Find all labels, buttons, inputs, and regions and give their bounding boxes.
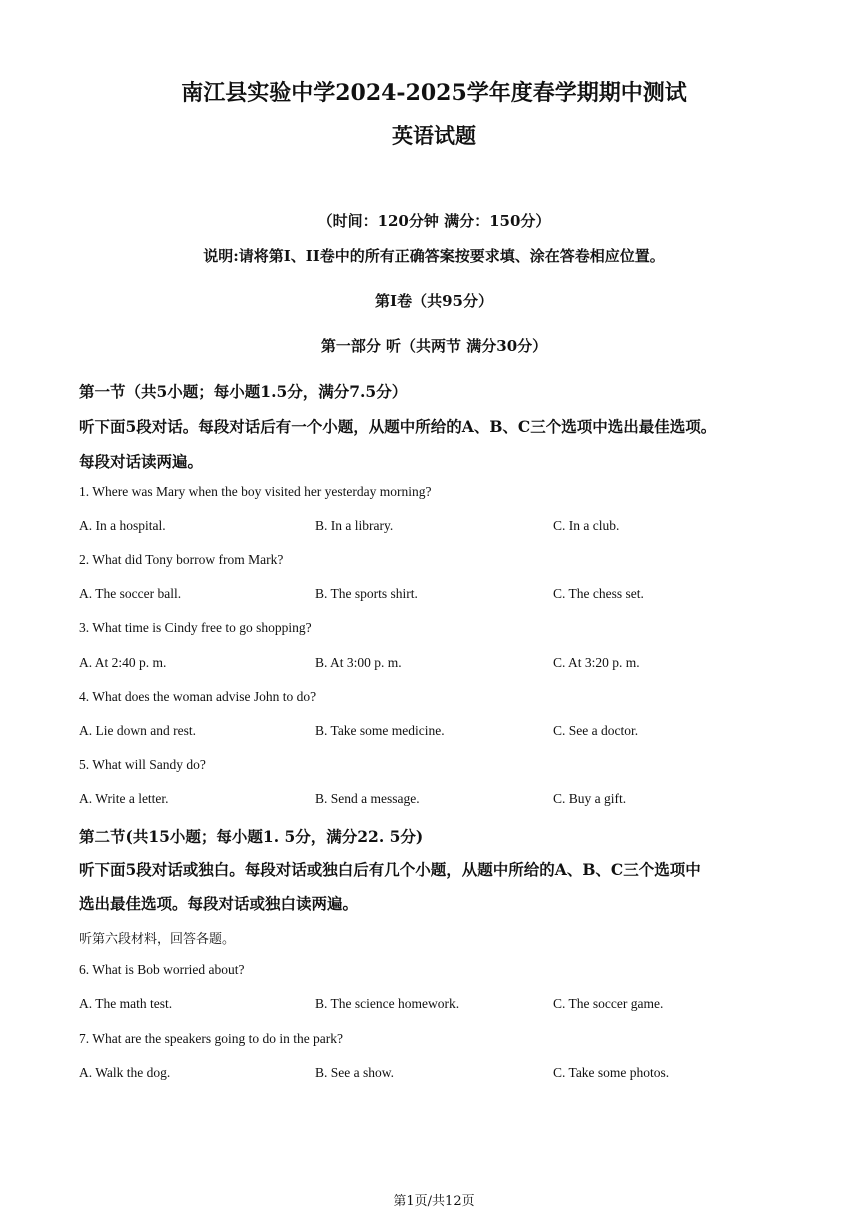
option-a: A. The soccer ball. xyxy=(79,586,182,601)
option-a: A. In a hospital. xyxy=(79,518,166,533)
option-b: B. In a library. xyxy=(315,518,394,533)
option-c: C. Take some photos. xyxy=(553,1065,670,1080)
option-b: B. Take some medicine. xyxy=(315,723,445,738)
option-b: B. See a show. xyxy=(315,1065,394,1080)
section1-instruction-2: 每段对话读两遍。 xyxy=(79,452,204,471)
option-a: A. The math test. xyxy=(79,996,173,1011)
section1-heading: 第一节（共5小题；每小题1.5分，满分7.5分） xyxy=(79,382,408,401)
exam-subtitle: 英语试题 xyxy=(392,123,476,148)
page-footer: 第1页/共12页 xyxy=(393,1194,475,1209)
option-c: C. See a doctor. xyxy=(553,723,639,738)
question-text: 3. What time is Cindy free to go shopping? xyxy=(79,620,312,635)
question-text: 6. What is Bob worried about? xyxy=(79,962,245,977)
question-text: 5. What will Sandy do? xyxy=(79,757,206,772)
section2-instruction-2: 选出最佳选项。每段对话或独白读两遍。 xyxy=(79,894,359,913)
option-c: C. The soccer game. xyxy=(553,996,664,1011)
option-b: B. Send a message. xyxy=(315,791,420,806)
question-text: 2. What did Tony borrow from Mark? xyxy=(79,552,284,567)
material-note: 听第六段材料，回答各题。 xyxy=(79,932,236,947)
option-c: C. In a club. xyxy=(553,518,620,533)
question-text: 4. What does the woman advise John to do? xyxy=(79,689,317,704)
section2-instruction-1: 听下面5段对话或独白。每段对话或独白后有几个小题，从题中所给的A、B、C三个选项中 xyxy=(79,860,701,879)
time-info: （时间：120分钟 满分：150分） xyxy=(317,212,551,230)
section1-instruction-1: 听下面5段对话。每段对话后有一个小题，从题中所给的A、B、C三个选项中选出最佳选项。 xyxy=(79,417,717,436)
option-a: A. At 2:40 p. m. xyxy=(79,655,167,670)
question-text: 7. What are the speakers going to do in the park? xyxy=(79,1031,344,1046)
question-text: 1. Where was Mary when the boy visited her yesterday morning? xyxy=(79,484,432,499)
volume-heading: 第I卷（共95分） xyxy=(375,292,493,310)
option-c: C. Buy a gift. xyxy=(553,791,627,806)
option-a: A. Write a letter. xyxy=(79,791,169,806)
exam-title: 南江县实验中学2024-2025学年度春学期期中测试 xyxy=(181,80,687,106)
option-a: A. Walk the dog. xyxy=(79,1065,171,1080)
option-b: B. At 3:00 p. m. xyxy=(315,655,402,670)
part-heading: 第一部分 听（共两节 满分30分） xyxy=(320,337,548,355)
option-a: A. Lie down and rest. xyxy=(79,723,196,738)
section2-heading: 第二节(共15小题；每小题1. 5分，满分22. 5分) xyxy=(79,827,424,846)
instruction-note: 说明:请将第I、II卷中的所有正确答案按要求填、涂在答卷相应位置。 xyxy=(203,247,665,265)
option-c: C. At 3:20 p. m. xyxy=(553,655,640,670)
option-c: C. The chess set. xyxy=(553,586,644,601)
option-b: B. The science homework. xyxy=(315,996,460,1011)
option-b: B. The sports shirt. xyxy=(315,586,418,601)
